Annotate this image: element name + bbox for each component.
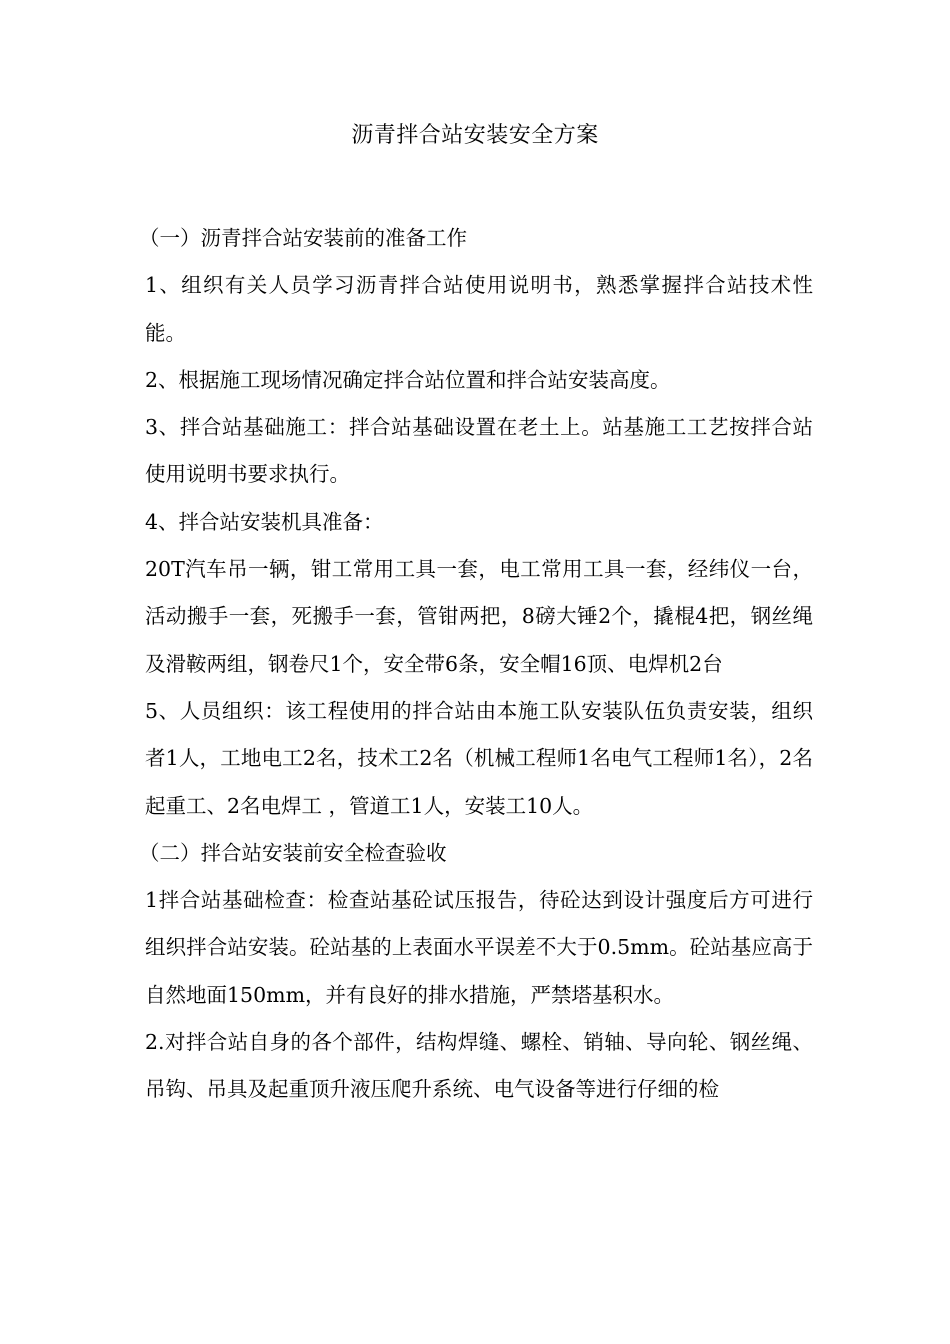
paragraph-check-2: 2.对拌合站自身的各个部件，结构焊缝、螺栓、销轴、导向轮、钢丝绳、吊钩、吊具及起重顶升液压爬升系统、电气设备等进行仔细的检 — [145, 1030, 813, 1102]
paragraph-item-4: 4、拌合站安装机具准备： — [145, 509, 384, 534]
paragraph-item-5: 5、人员组织：该工程使用的拌合站由本施工队安装队伍负责安装，组织者1人，工地电工2名，技术工2名（机械工程师1名电气工程师1名），2名起重工、2名电焊工 ，管道工1人，安装工10人。 — [145, 698, 813, 818]
section-heading-2: （二）拌合站安装前安全检查验收 — [139, 840, 447, 865]
paragraph-item-2: 2、根据施工现场情况确定拌合站位置和拌合站安装高度。 — [145, 367, 671, 392]
paragraph-check-1: 1拌合站基础检查：检查站基砼试压报告，待砼达到设计强度后方可进行组织拌合站安装。砼站基的上表面水平误差不大于0.5mm。砼站基应高于自然地面150mm，并有良好的排水措施，严禁塔基积水。 — [145, 888, 813, 1007]
paragraph-item-3: 3、拌合站基础施工：拌合站基础设置在老土上。站基施工工艺按拌合站使用说明书要求执行。 — [145, 415, 813, 487]
document-title: 沥青拌合站安装安全方案 — [351, 123, 599, 148]
paragraph-equipment-list: 20T汽车吊一辆，钳工常用工具一套，电工常用工具一套，经纬仪一台，活动搬手一套，死搬手一套，管钳两把，8磅大锤2个，撬棍4把，钢丝绳及滑鞍两组，钢卷尺1个，安全带6条，安全帽16顶、电焊机2台 — [145, 557, 813, 676]
paragraph-item-1: 1、组织有关人员学习沥青拌合站使用说明书，熟悉掌握拌合站技术性能。 — [145, 273, 813, 345]
section-heading-1: （一）沥青拌合站安装前的准备工作 — [139, 226, 467, 250]
document-body — [139, 215, 813, 1114]
